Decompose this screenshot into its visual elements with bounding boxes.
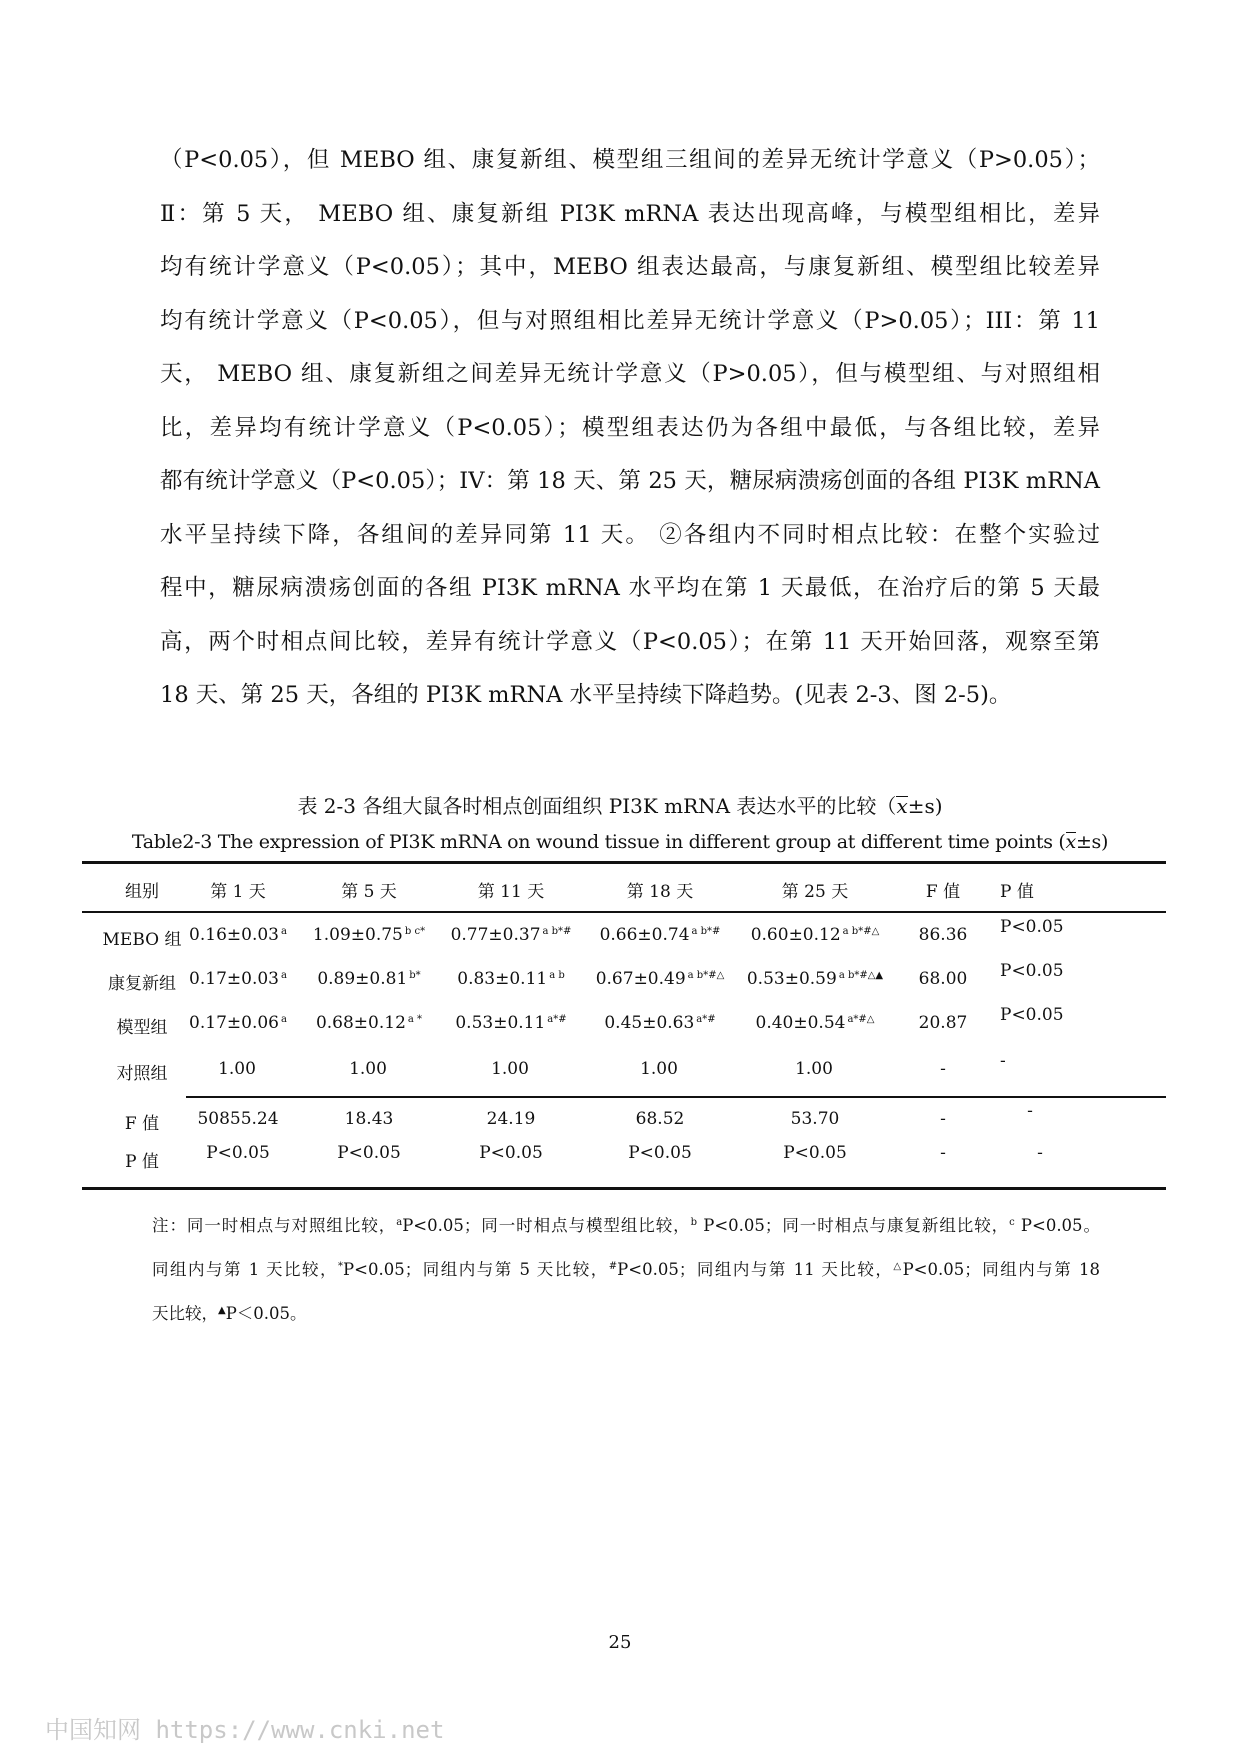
f-value-cell: 68.00	[918, 969, 968, 989]
cell-value: 0.66±0.74	[599, 925, 690, 945]
table-cell	[218, 1059, 258, 1079]
cell-value: 1.09±0.75	[312, 925, 403, 945]
row-label: 对照组	[116, 1064, 168, 1084]
body-line: 水平呈持续下降，各组间的差异同第 11 天。 ②各组内不同时相点比较：在整个实验过	[160, 521, 1100, 548]
cell-superscript: a	[280, 926, 287, 937]
table-cell	[604, 1013, 715, 1033]
note-line: 天比较，▲P＜0.05。	[152, 1304, 307, 1323]
table-cell	[349, 1059, 389, 1079]
body-line: 高，两个时相点间比较，差异有统计学意义（P<0.05）；在第 11 天开始回落，观察至第	[160, 628, 1100, 655]
body-line: （P<0.05），但 MEBO 组、康复新组、模型组三组间的差异无统计学意义（P>0.05）；	[160, 147, 1100, 173]
table-cell	[313, 925, 425, 945]
table-cell	[189, 1013, 287, 1033]
table-cell: 24.19	[486, 1109, 536, 1129]
cell-superscript: a	[280, 970, 287, 981]
cell-value: 0.53±0.11	[455, 1013, 546, 1033]
p-value-cell: -	[1037, 1143, 1043, 1163]
cell-value: 0.40±0.54	[755, 1013, 846, 1033]
table-note	[152, 1202, 1100, 1334]
table-cell	[317, 969, 420, 989]
note-line: 同组内与第 1 天比较，*P<0.05；同组内与第 5 天比较，#P<0.05；同组内与第 11 天比较，△P<0.05；同组内与第 18	[152, 1260, 1100, 1279]
xbar-symbol: x	[1065, 831, 1076, 853]
f-value-cell: -	[940, 1143, 946, 1163]
cell-value: 1.00	[218, 1059, 256, 1079]
body-line: 比，差异均有统计学意义（P<0.05）；模型组表达仍为各组中最低，与各组比较，差异	[160, 414, 1100, 441]
cell-value: 0.45±0.63	[604, 1013, 695, 1033]
table-top-rule	[82, 861, 1166, 864]
row-label: F 值	[124, 1114, 160, 1134]
column-header: 第 18 天	[626, 882, 694, 902]
f-value-cell: 86.36	[918, 925, 968, 945]
column-header: F 值	[925, 882, 961, 902]
cell-value: 0.83±0.11	[457, 969, 548, 989]
column-header: 第 5 天	[341, 882, 397, 902]
f-value-cell: -	[940, 1109, 946, 1129]
table-cell: P<0.05	[206, 1143, 270, 1163]
table-bottom-rule	[82, 1187, 1166, 1190]
column-header: 第 11 天	[477, 882, 545, 902]
table-cell	[491, 1059, 531, 1079]
cell-superscript: b c*	[404, 926, 426, 937]
table-cell: 53.70	[790, 1109, 840, 1129]
row-label: P 值	[125, 1152, 159, 1172]
row-label: 康复新组	[108, 974, 176, 994]
p-value-cell: P<0.05	[1000, 917, 1064, 937]
cell-superscript: a*#△	[847, 1014, 875, 1025]
table-cell	[751, 925, 880, 945]
table-cell	[795, 1059, 835, 1079]
cell-value: 0.60±0.12	[750, 925, 841, 945]
f-value-cell: 20.87	[918, 1013, 968, 1033]
column-header: 组别	[125, 882, 159, 902]
row-label: 模型组	[116, 1018, 168, 1038]
body-line: 18 天、第 25 天，各组的 PI3K mRNA 水平呈持续下降趋势。(见表 2-3、图 2-5)。	[160, 682, 1012, 708]
caption-en-text: Table2-3 The expression of PI3K mRNA on wound tissue in different group at different time points (	[131, 831, 1066, 853]
cell-superscript: a*#	[547, 1014, 567, 1025]
table-cell: 50855.24	[197, 1109, 279, 1129]
f-value-cell: -	[940, 1059, 946, 1079]
page-number: 25	[608, 1632, 632, 1653]
body-paragraph	[160, 134, 1100, 723]
table-cell: 68.52	[635, 1109, 685, 1129]
p-value-cell: P<0.05	[1000, 1005, 1064, 1025]
table-caption-cn	[0, 790, 1240, 819]
cell-value: 0.17±0.03	[189, 969, 279, 989]
table-cell: P<0.05	[479, 1143, 543, 1163]
cell-superscript: a	[280, 1014, 287, 1025]
table-cell	[455, 1013, 566, 1033]
caption-cn-text: 表 2-3 各组大鼠各时相点创面组织 PI3K mRNA 表达水平的比较（	[297, 794, 897, 818]
table-cell	[596, 969, 725, 989]
cell-superscript: b*	[409, 970, 421, 981]
table-stats-rule	[186, 1096, 1166, 1098]
table-cell	[189, 925, 287, 945]
cell-value: 0.68±0.12	[315, 1013, 406, 1033]
cell-superscript: a *	[407, 1014, 423, 1025]
cell-value: 1.00	[491, 1059, 529, 1079]
xbar-symbol: x	[896, 794, 908, 818]
body-line: 都有统计学意义（P<0.05）；IV：第 18 天、第 25 天，糖尿病溃疡创面的各组 PI3K mRNA	[160, 468, 1100, 494]
p-value-cell: P<0.05	[1000, 961, 1064, 981]
body-line: Ⅱ：第 5 天， MEBO 组、康复新组 PI3K mRNA 表达出现高峰，与模型组相比，差异	[160, 200, 1100, 227]
table-cell	[316, 1013, 422, 1033]
cell-value: 1.00	[795, 1059, 833, 1079]
watermark: 中国知网 https://www.cnki.net	[45, 1716, 445, 1744]
cell-superscript: a b*#△▲	[838, 970, 884, 981]
p-value-cell: -	[1000, 1051, 1006, 1071]
cell-value: 0.67±0.49	[595, 969, 686, 989]
cell-value: 0.53±0.59	[746, 969, 837, 989]
column-header: 第 25 天	[781, 882, 849, 902]
note-line: 注：同一时相点与对照组比较，$^a$P<0.05；同一时相点与模型组比较，$^b$ P<0.05；同一时相点与康复新组比较，$^c$ P<0.05。	[152, 1216, 1101, 1235]
cell-superscript: a b*#	[542, 926, 572, 937]
body-line: 程中，糖尿病溃疡创面的各组 PI3K mRNA 水平均在第 1 天最低，在治疗后的第 5 天最	[160, 575, 1100, 601]
table-cell	[451, 925, 572, 945]
cell-value: 0.17±0.06	[189, 1013, 279, 1033]
table-cell	[189, 969, 287, 989]
cell-superscript: a b*#△	[687, 970, 725, 981]
cell-value: 0.16±0.03	[189, 925, 279, 945]
table-cell: P<0.05	[337, 1143, 401, 1163]
table-caption-en	[0, 831, 1240, 853]
body-line: 均有统计学意义（P<0.05），但与对照组相比差异无统计学意义（P>0.05）；III：第 11	[160, 307, 1100, 334]
table-header-rule	[82, 911, 1166, 913]
caption-cn-tail: ±s)	[907, 794, 943, 818]
column-header: 第 1 天	[210, 882, 266, 902]
cell-value: 1.00	[349, 1059, 387, 1079]
table-cell: P<0.05	[628, 1143, 692, 1163]
table-cell: 18.43	[344, 1109, 394, 1129]
table-cell	[640, 1059, 680, 1079]
column-header: P 值	[1000, 882, 1034, 902]
cell-superscript: a*#	[696, 1014, 716, 1025]
table-cell	[756, 1013, 875, 1033]
table-cell	[457, 969, 565, 989]
cell-superscript: a b	[549, 970, 565, 981]
row-label: MEBO 组	[102, 930, 182, 950]
caption-en-tail: ±s)	[1075, 831, 1109, 853]
p-value-cell: -	[1027, 1101, 1033, 1121]
cell-superscript: a b*#	[691, 926, 721, 937]
cell-value: 0.89±0.81	[317, 969, 408, 989]
table-cell: P<0.05	[783, 1143, 847, 1163]
cell-value: 1.00	[640, 1059, 678, 1079]
body-line: 天， MEBO 组、康复新组之间差异无统计学意义（P>0.05），但与模型组、与对照组相	[160, 361, 1100, 387]
table-cell	[747, 969, 883, 989]
table-cell	[600, 925, 721, 945]
cell-superscript: a b*#△	[842, 926, 880, 937]
body-line: 均有统计学意义（P<0.05）；其中，MEBO 组表达最高，与康复新组、模型组比较差异	[160, 254, 1100, 280]
cell-value: 0.77±0.37	[450, 925, 541, 945]
